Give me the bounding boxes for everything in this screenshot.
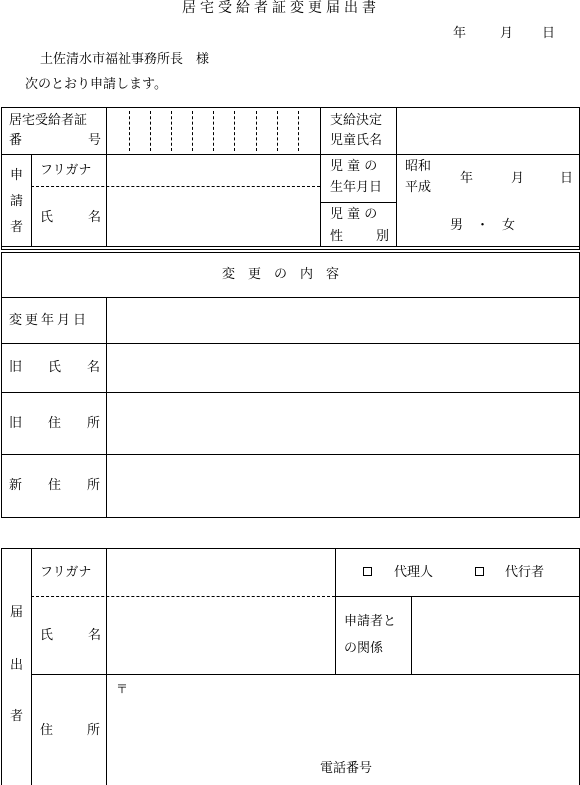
applicant-table-double-line <box>1 246 580 247</box>
cert-number-label: 居宅受給者証 <box>9 113 88 128</box>
applicant-furigana-field[interactable] <box>108 155 319 185</box>
row-divider <box>1 343 580 344</box>
new-address-label: 新 <box>9 478 23 493</box>
submitter-furigana-field[interactable] <box>108 549 334 595</box>
proxy-checkbox[interactable] <box>363 567 372 576</box>
applicant-label: 者 <box>10 220 24 235</box>
sex-label: 児 童 の <box>330 207 378 222</box>
row-divider <box>1 392 580 393</box>
changes-heading: 変 更 の 内 容 <box>222 267 340 282</box>
old-name-label: 旧 <box>9 360 23 375</box>
date-month-label: 月 <box>500 26 514 41</box>
row-divider <box>320 202 396 203</box>
postal-mark: 〒 <box>116 682 129 696</box>
old-address-label: 所 <box>87 416 101 431</box>
sex-label: 性 <box>330 229 344 244</box>
old-name-field[interactable] <box>108 345 579 391</box>
submitter-address-label: 住 <box>40 723 54 738</box>
col-divider <box>396 107 397 246</box>
old-address-label: 住 <box>48 416 62 431</box>
birth-day-label: 日 <box>560 171 574 186</box>
birth-label: 児 童 の <box>330 159 378 174</box>
child-name-field[interactable] <box>398 108 579 153</box>
addressee: 土佐清水市福祉事務所長 様 <box>40 52 210 67</box>
relation-label: の関係 <box>344 641 384 656</box>
proxy-label: 代理人 <box>394 565 434 580</box>
new-address-label: 所 <box>87 478 101 493</box>
furigana-label: フリガナ <box>40 163 92 178</box>
row-divider <box>31 674 580 675</box>
furigana-divider <box>31 596 335 597</box>
sex-options[interactable]: 男 ・ 女 <box>450 218 516 233</box>
name-label: 氏 <box>40 210 54 225</box>
submitter-name-field[interactable] <box>108 598 334 673</box>
name-label: 名 <box>88 210 102 225</box>
cert-number-label: 号 <box>88 133 102 148</box>
submitter-furigana-label: フリガナ <box>40 565 92 580</box>
submitter-name-label: 氏 <box>40 628 54 643</box>
cert-number-field[interactable] <box>108 108 319 153</box>
row-divider <box>1 454 580 455</box>
row-divider <box>335 596 580 597</box>
row-divider <box>1 297 580 298</box>
birth-month-label: 月 <box>511 171 525 186</box>
intro-text: 次のとおり申請します。 <box>25 77 167 92</box>
col-divider <box>106 548 107 785</box>
sex-label: 別 <box>376 229 390 244</box>
col-divider <box>31 154 32 246</box>
old-name-label: 氏 <box>48 360 62 375</box>
change-date-field[interactable] <box>108 299 579 342</box>
submitter-address-field[interactable] <box>108 676 579 756</box>
date-year-label: 年 <box>453 26 467 41</box>
col-divider <box>411 596 412 674</box>
relation-field[interactable] <box>413 598 579 673</box>
submitter-label: 届 <box>10 605 24 620</box>
birth-label: 生年月日 <box>330 180 383 195</box>
furigana-divider <box>31 186 320 187</box>
cert-number-label: 番 <box>9 133 23 148</box>
col-divider <box>106 107 107 246</box>
submitter-name-label: 名 <box>88 628 102 643</box>
col-divider <box>335 548 336 674</box>
child-name-label: 児童氏名 <box>330 133 383 148</box>
submitter-label: 出 <box>10 658 24 673</box>
applicant-name-field[interactable] <box>108 188 319 245</box>
child-name-label: 支給決定 <box>330 113 383 128</box>
col-divider <box>320 107 321 246</box>
phone-label: 電話番号 <box>320 761 373 776</box>
submitter-label: 者 <box>10 709 24 724</box>
date-day-label: 日 <box>542 26 556 41</box>
col-divider <box>106 297 107 518</box>
applicant-label: 申 <box>10 168 24 183</box>
form-title: 居宅受給者証変更届出書 <box>182 0 380 16</box>
era-showa[interactable]: 昭和 <box>405 159 432 174</box>
new-address-field[interactable] <box>108 456 579 517</box>
era-heisei[interactable]: 平成 <box>405 180 432 195</box>
old-address-field[interactable] <box>108 394 579 453</box>
submitter-address-label: 所 <box>87 723 101 738</box>
old-name-label: 名 <box>87 360 101 375</box>
applicant-label: 請 <box>10 194 24 209</box>
col-divider <box>31 548 32 785</box>
phone-field[interactable] <box>385 756 579 784</box>
relation-label: 申請者と <box>344 614 397 629</box>
birth-year-label: 年 <box>460 171 474 186</box>
change-date-label: 変更年月日 <box>9 313 90 328</box>
agent-checkbox[interactable] <box>475 567 484 576</box>
agent-label: 代行者 <box>505 565 545 580</box>
old-address-label: 旧 <box>9 416 23 431</box>
new-address-label: 住 <box>48 478 62 493</box>
